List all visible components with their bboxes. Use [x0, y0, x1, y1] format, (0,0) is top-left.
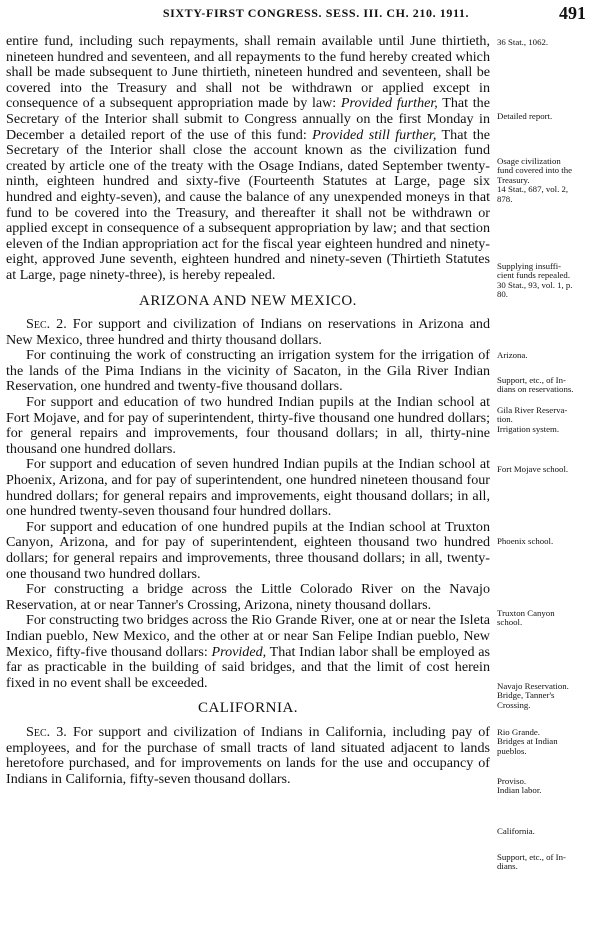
text-span: entire fund, including such repayments, shall remain available until June thirtieth, nineteen hundred and seventeen, and all repayments to the fund hereby created which shall be made subsequent to June thirtieth, nineteen hundred and seventeen, shall be covered into the Treasury and shall not be withdrawn or applied except in consequence of a subsequent appropriation made by law:: [6, 33, 490, 112]
text-span: For support and civilization of Indians on reservations in Arizona and New Mexico, three hundred and thirty thousand dollars.: [6, 316, 491, 348]
paragraph-gila-river: For continuing the work of constructing an irrigation system for the irrigation of the lands of the Pima Indians in the vicinity of Sacaton, in the Gila River Indian Reservation, one hundred and twenty-five thousand dollars.: [6, 347, 490, 395]
margin-note-california: California.: [497, 826, 535, 836]
text-span: That the Secretary of the Interior shall submit to Congress annually on the first Monday in December a detailed report of the use of this fund:: [6, 95, 490, 143]
margin-note-navajo: Navajo Reservation. Bridge, Tanner's Crossing.: [497, 681, 569, 710]
margin-note-supplying: Supplying insuffi- cient funds repealed. 30 Stat., 93, vol. 1, p. 80.: [497, 261, 573, 300]
margin-note-proviso: Proviso. Indian labor.: [497, 776, 542, 796]
margin-note-fort-mojave: Fort Mojave school.: [497, 464, 569, 474]
margin-note-phoenix: Phoenix school.: [497, 536, 554, 546]
margin-note-detailed-report: Detailed report.: [497, 111, 553, 121]
section-label: Sec. 2.: [26, 316, 67, 333]
text-span: For support and civilization of Indians in California, including pay of employees, and for the purchase of small tracts of land situated adjacent to lands heretofore purchased, and for improvements on lands for the use and occupancy of Indians in California, fifty-seven thousand dollars.: [6, 723, 490, 787]
margin-note-truxton: Truxton Canyon school.: [497, 608, 555, 628]
proviso-italic: Provided,: [211, 643, 267, 660]
page-number: 491: [559, 3, 586, 23]
text-span: For constructing two bridges across the Rio Grande River, one at or near the Isleta Indian pueblo, New Mexico, and the other at or near San Felipe Indian pueblo, New Mexico, fifty-five thousand dollars:: [6, 612, 491, 660]
proviso-italic: Provided still further,: [312, 126, 437, 143]
paragraph-phoenix: For support and education of seven hundred Indian pupils at the Indian school at Phoenix, Arizona, and for pay of superintendent, one hundred nineteen thousand four hundred dollars; for general repairs and improvements, eight thousand dollars; in all, one hundred twenty-seven thousand four hundred dollars.: [6, 456, 490, 520]
heading-arizona-new-mexico: ARIZONA AND NEW MEXICO.: [139, 292, 357, 309]
margin-note-support-ca: Support, etc., of In- dians.: [497, 852, 566, 872]
margin-note-support-az: Support, etc., of In- dians on reservations.: [497, 375, 574, 395]
heading-california: CALIFORNIA.: [197, 700, 299, 717]
margin-note-rio-grande: Rio Grande. Bridges at Indian pueblos.: [497, 727, 558, 756]
paragraph-fund-continuation: [6, 34, 490, 284]
text-span: That Indian labor shall be employed as far as practicable in the building of said bridges, and that the limit of cost herein fixed in no event shall be exceeded.: [6, 643, 490, 691]
margin-note-osage: Osage civilization fund covered into the Treasury. 14 Stat., 687, vol. 2, 878.: [497, 156, 572, 204]
paragraph-fort-mojave: For support and education of two hundred Indian pupils at the Indian school at Fort Mojave, and for pay of superintendent, thirty-five thousand one hundred dollars; for general repairs and improvements, four thousand dollars; in all, thirty-nine thousand one hundred dollars.: [6, 394, 490, 457]
paragraph-sec3: [6, 725, 490, 787]
text-span: That the Secretary of the Interior shall close the account known as the civilization fund created by article one of the treaty with the Osage Indians, dated September twenty-ninth, eighteen hundred and sixty-five (Fourteenth Statutes at Large, page six hundred and eighty-seven), and cause the balance of any unexpended moneys in that fund to be covered into the Treasury, and thereafter it shall not be withdrawn or applied except in consequence of a subsequent appropriation by law; and that section eleven of the Indian appropriation act for the fiscal year eighteen hundred and ninety-eight, approved June seventh, eighteen hundred and ninety-seven (Thirtieth Statutes at Large, page ninety-three), is hereby repealed.: [6, 126, 491, 283]
running-header: SIXTY-FIRST CONGRESS. SESS. III. CH. 210. 1911.: [162, 6, 470, 20]
paragraph-truxton: For support and education of one hundred pupils at the Indian school at Truxton Canyon, Arizona, and for pay of superintendent, eighteen thousand two hundred dollars; for general repairs and improvements, three thousand dollars; in all, twenty-one thousand two hundred dollars.: [6, 518, 490, 582]
margin-note-arizona: Arizona.: [497, 350, 528, 360]
margin-note-gila: Gila River Reserva- tion. Irrigation system.: [497, 405, 568, 434]
paragraph-navajo: For constructing a bridge across the Little Colorado River on the Navajo Reservation, at or near Tanner's Crossing, Arizona, ninety thousand dollars.: [6, 581, 490, 613]
paragraph-sec2: [6, 317, 490, 348]
proviso-italic: Provided further,: [340, 95, 438, 112]
paragraph-rio-grande: [6, 613, 490, 691]
main-text-column: [6, 34, 490, 787]
margin-note-stat: 36 Stat., 1062.: [497, 37, 549, 47]
section-label: Sec. 3.: [26, 723, 67, 740]
